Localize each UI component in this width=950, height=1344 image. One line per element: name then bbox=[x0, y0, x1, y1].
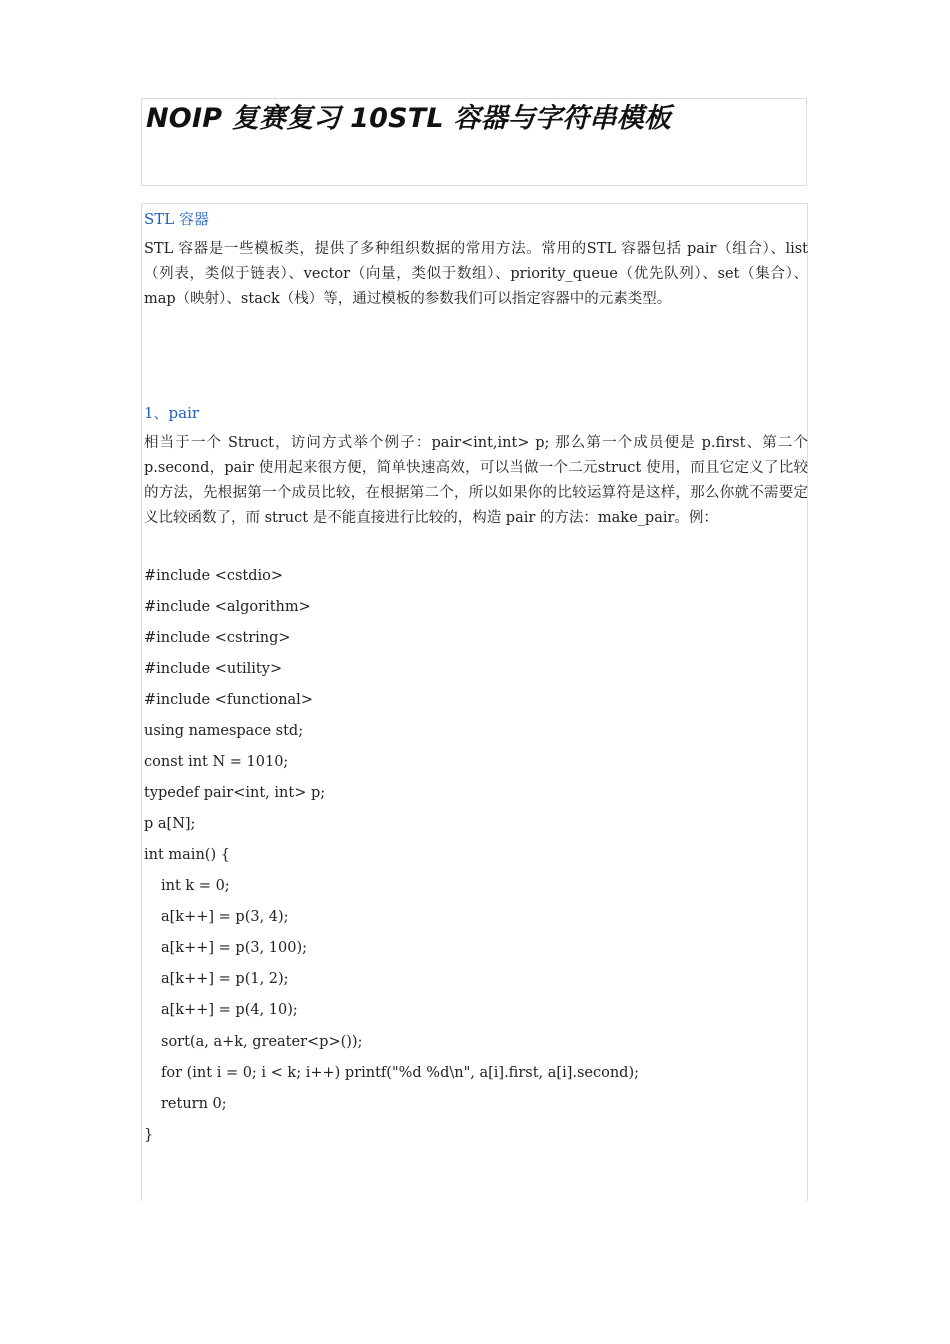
code-line: a[k++] = p(4, 10); bbox=[161, 1002, 298, 1018]
code-line: a[k++] = p(3, 100); bbox=[161, 940, 308, 956]
code-line: #include <utility> bbox=[144, 661, 283, 677]
code-line: #include <functional> bbox=[144, 692, 313, 708]
code-line: return 0; bbox=[161, 1096, 227, 1112]
code-line: int k = 0; bbox=[161, 878, 230, 894]
code-line: typedef pair<int, int> p; bbox=[144, 785, 326, 801]
paragraph-stl-intro: STL 容器是一些模板类，提供了多种组织数据的常用方法。常用的STL 容器包括 pair（组合）、list（列表，类似于链表）、vector（向量，类似于数组）、priority_queue（优先队列）、set（集合）、map（映射）、stack（栈）等，通过模板的参数我们可以指定容器中的元素类型。 bbox=[144, 241, 808, 307]
paragraph-pair-intro: 相当于一个 Struct，访问方式举个例子：pair<int,int> p; 那么第一个成员便是 p.first、第二个p.second，pair 使用起来很方便，简单快速高效，可以当做一个二元struct 使用，而且它定义了比较的方法，先根据第一个成员比较，在根据第二个，所以如果你的比较运算符是这样，那么你就不需要定义比较函数了，而 struct 是不能直接进行比较的，构造 pair 的方法：make_pair。例： bbox=[144, 435, 808, 526]
code-line: a[k++] = p(3, 4); bbox=[161, 909, 289, 925]
title-box bbox=[141, 98, 807, 186]
code-line: #include <cstdio> bbox=[144, 568, 284, 584]
document-title: NOIP 复赛复习 10STL 容器与字符串模板 bbox=[146, 103, 672, 134]
code-line: for (int i = 0; i < k; i++) printf("%d %d\n", a[i].first, a[i].second); bbox=[161, 1065, 640, 1081]
code-line: a[k++] = p(1, 2); bbox=[161, 971, 289, 987]
code-line: #include <cstring> bbox=[144, 630, 291, 646]
section-heading-stl-containers: STL 容器 bbox=[144, 210, 210, 228]
code-line: using namespace std; bbox=[144, 723, 304, 739]
section-heading-pair: 1、pair bbox=[144, 404, 200, 422]
code-line: const int N = 1010; bbox=[144, 754, 289, 770]
code-line: int main() { bbox=[144, 847, 230, 863]
code-line: p a[N]; bbox=[144, 816, 196, 832]
content-box bbox=[141, 203, 808, 1201]
code-line: } bbox=[144, 1127, 154, 1143]
code-line: sort(a, a+k, greater<p>()); bbox=[161, 1034, 363, 1050]
code-line: #include <algorithm> bbox=[144, 599, 311, 615]
